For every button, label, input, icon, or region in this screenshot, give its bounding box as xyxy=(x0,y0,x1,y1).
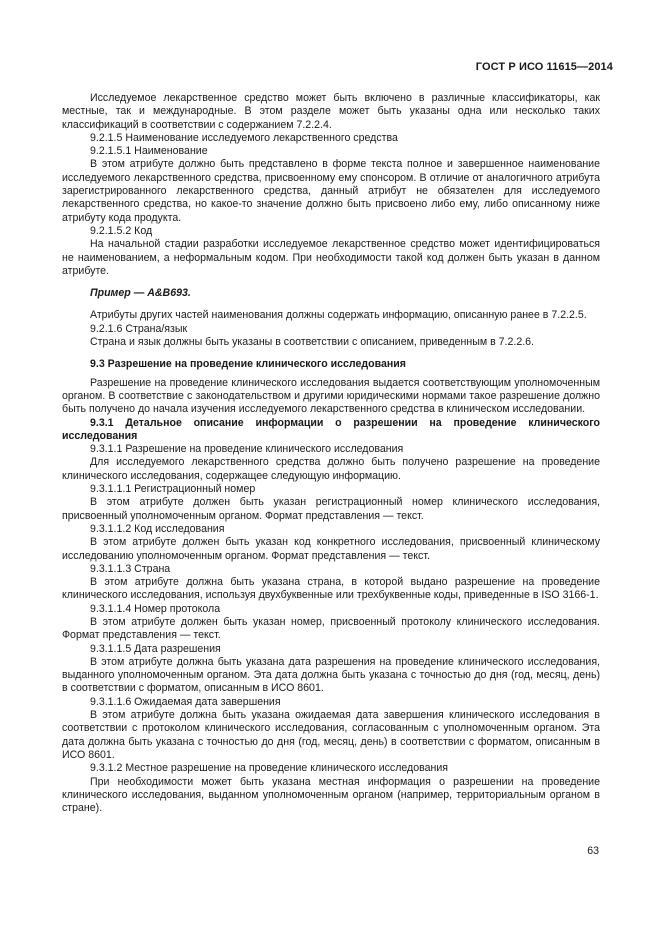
section-title: 9.3 Разрешение на проведение клинического исследования xyxy=(90,358,406,371)
paragraph: В этом атрибуте должна быть указана ожидаемая дата завершения клинического исследования в соответствии с протоколом клинического исследования, согласованным с уполномоченным органом. Эта дата должна быть указана с точностью до дня (год, месяц, день) в соответствии с форматом, описанным в ИСО 8601. xyxy=(62,709,600,761)
paragraph: В этом атрибуте должен быть указан код конкретного исследования, присвоенный клиническому исследованию уполномоченным органом. Формат представления — текст. xyxy=(62,536,600,562)
section-heading: 9.2.1.5.1 Наименование xyxy=(90,145,208,158)
paragraph: Атрибуты других частей наименования должны содержать информацию, описанную ранее в 7.2.2.5. xyxy=(90,309,587,322)
section-heading: 9.2.1.5.2 Код xyxy=(90,224,153,237)
document-header: ГОСТ Р ИСО 11615—2014 xyxy=(475,61,613,73)
paragraph: В этом атрибуте должна быть указана страна, в которой выдано разрешение на проведение клинического исследования, используя двухбуквенные или трехбуквенные коды, приведенные в ISO 3166-1. xyxy=(62,576,600,602)
section-heading: 9.3.1.1.1 Регистрационный номер xyxy=(90,483,256,496)
paragraph: Исследуемое лекарственное средство может быть включено в различные классификаторы, как местные, так и международные. В этом разделе может быть указаны одна или несколько таких классификаций в соответствии с содержанием 7.2.2.4. xyxy=(62,92,600,131)
page-number: 63 xyxy=(587,845,599,857)
section-heading: 9.3.1.1.3 Страна xyxy=(90,562,171,575)
paragraph: Разрешение на проведение клинического исследования выдается соответствующим уполномоченным органом. В соответствие с законодательством и другими юридическими нормами такое разрешение должно быть получено до начала изучения исследуемого лекарственного средства в клиническом исследовании. xyxy=(62,376,600,416)
paragraph: При необходимости может быть указана местная информация о разрешении на проведение клинического исследования, выданном уполномоченным органом (например, территориальным органом в стране). xyxy=(62,775,600,815)
section-heading: 9.3.1.1.4 Номер протокола xyxy=(90,602,221,615)
section-heading: 9.2.1.5 Наименование исследуемого лекарственного средства xyxy=(90,131,398,144)
example-note: Пример — A&B693. xyxy=(90,287,191,300)
section-heading: 9.3.1.1 Разрешение на проведение клинического исследования xyxy=(90,443,404,456)
paragraph: В этом атрибуте должна быть указана дата разрешения на проведение клинического исследования, выданного уполномоченным органом. Эта дата должна быть указана с точностью до дня (год, месяц, день) в соответствии с форматом, описанным в ИСО 8601. xyxy=(62,655,600,695)
subsection-title: 9.3.1 Детальное описание информации о разрешении на проведение клинического исследования xyxy=(62,416,600,442)
section-heading: 9.2.1.6 Страна/язык xyxy=(90,322,188,335)
document-body xyxy=(62,92,600,815)
paragraph: В этом атрибуте должен быть указан регистрационный номер клинического исследования, присвоенный уполномоченным органом. Формат представления — текст. xyxy=(62,496,600,522)
section-heading: 9.3.1.1.2 Код исследования xyxy=(90,522,225,535)
section-heading: 9.3.1.2 Местное разрешение на проведение клинического исследования xyxy=(90,762,449,775)
section-heading: 9.3.1.1.6 Ожидаемая дата завершения xyxy=(90,695,281,708)
paragraph: В этом атрибуте должно быть представлено в форме текста полное и завершенное наименование исследуемого лекарственного средства, присвоенному ему спонсором. В отличие от аналогичного атрибута зарегистрированного лекарственного средства, данный атрибут не обязателен для исследуемого лекарственного средства, но какое-то значение должно быть присвоено либо ему, либо описанному ниже атрибуту кода продукта. xyxy=(62,158,600,224)
paragraph: Страна и язык должны быть указаны в соответствии с описанием, приведенным в 7.2.2.6. xyxy=(90,336,534,349)
section-heading: 9.3.1.1.5 Дата разрешения xyxy=(90,642,221,655)
paragraph: На начальной стадии разработки исследуемое лекарственное средство может идентифицироваться не наименованием, а неформальным кодом. При необходимости такой код должен быть указан в данном атрибуте. xyxy=(62,238,600,277)
paragraph: В этом атрибуте должен быть указан номер, присвоенный протоколу клинического исследования. Формат представления — текст. xyxy=(62,615,600,642)
paragraph: Для исследуемого лекарственного средства должно быть получено разрешение на проведение клинического исследования, содержащее следующую информацию. xyxy=(62,456,600,482)
